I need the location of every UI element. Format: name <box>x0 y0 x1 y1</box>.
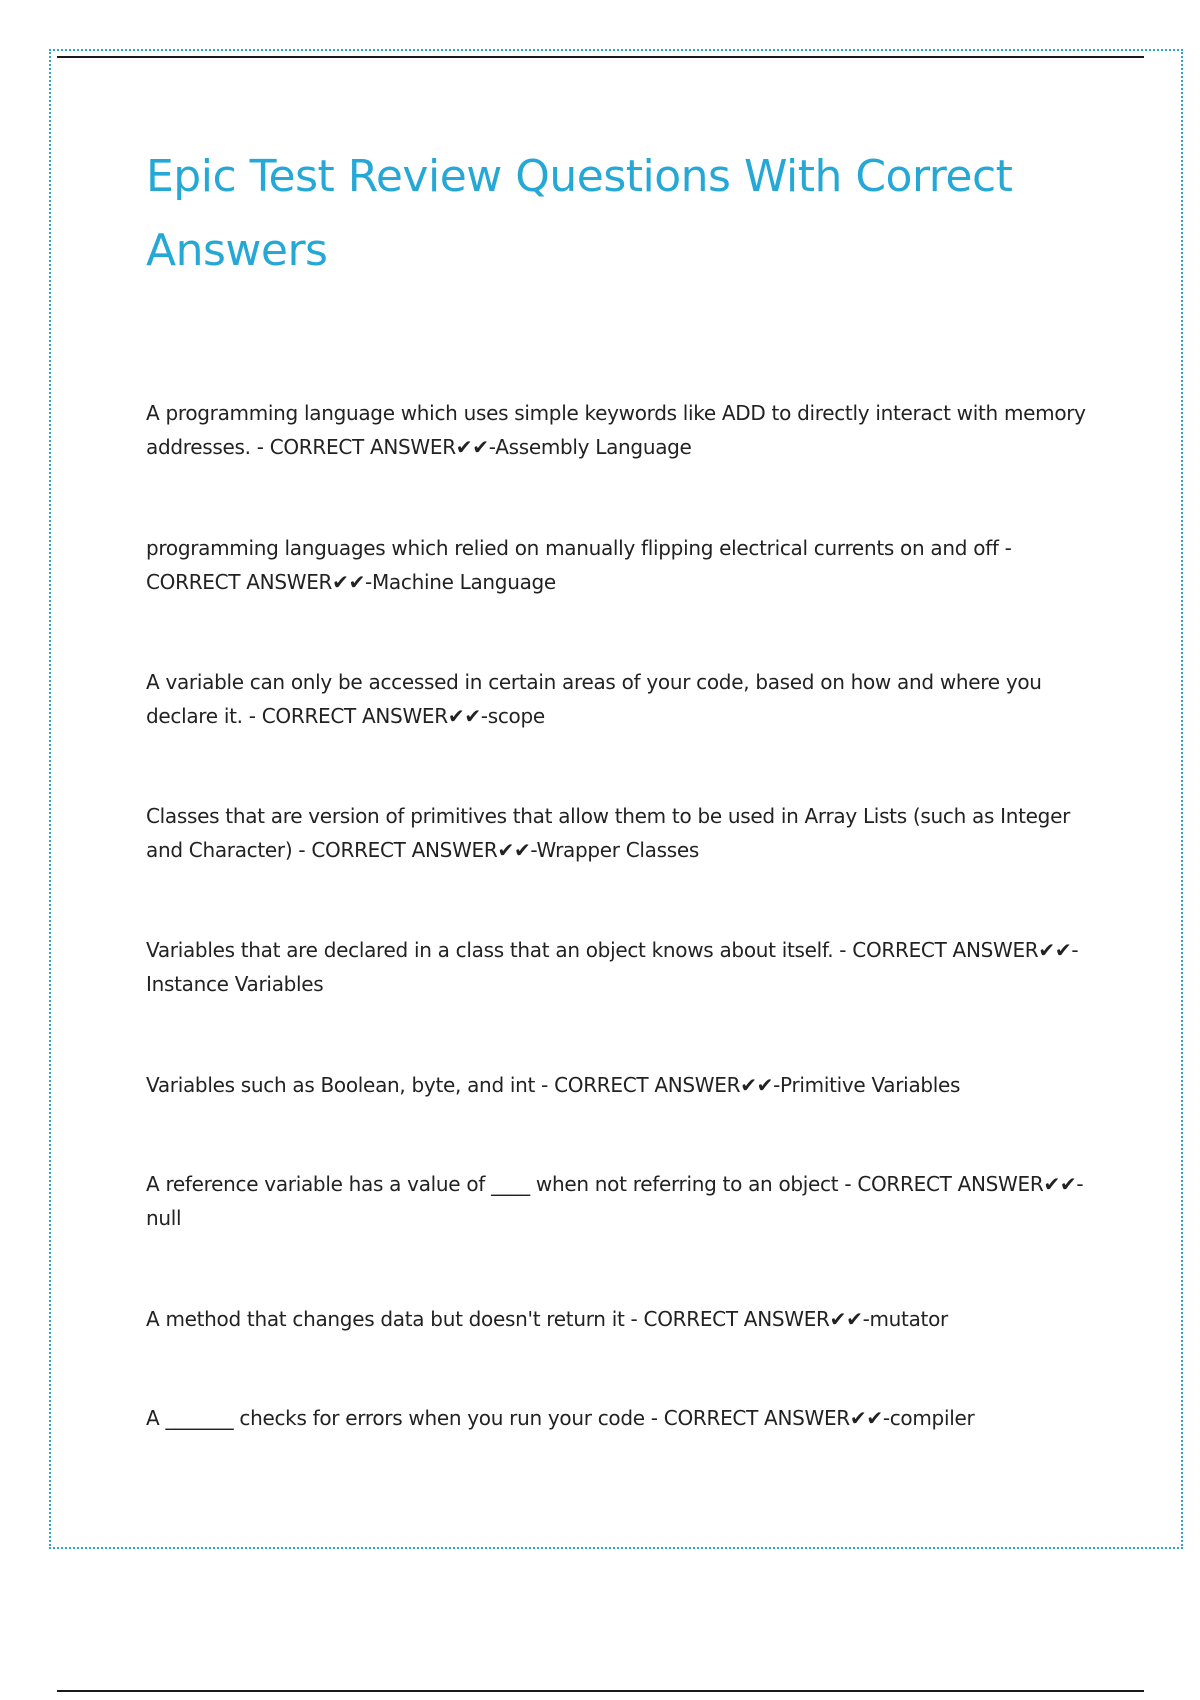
footer-rule <box>57 1690 1144 1692</box>
qa-item-4: Classes that are version of primitives that allow them to be used in Array Lists (such as Integer and Character) - CORRECT ANSWER✔✔-Wrapper Classes <box>146 804 1071 862</box>
qa-item-7: A reference variable has a value of ____ when not referring to an object - CORRECT ANSWER✔✔-null <box>146 1172 1084 1230</box>
document-title: Epic Test Review Questions With Correct Answers <box>146 151 1013 276</box>
qa-item-8: A method that changes data but doesn't return it - CORRECT ANSWER✔✔-mutator <box>146 1307 948 1331</box>
qa-item-1: A programming language which uses simple keywords like ADD to directly interact with memory addresses. - CORRECT ANSWER✔✔-Assembly Language <box>146 401 1086 459</box>
qa-item-9: A _______ checks for errors when you run your code - CORRECT ANSWER✔✔-compiler <box>146 1406 975 1430</box>
qa-item-3: A variable can only be accessed in certain areas of your code, based on how and where you declare it. - CORRECT ANSWER✔✔-scope <box>146 670 1042 728</box>
qa-item-2: programming languages which relied on manually flipping electrical currents on and off - CORRECT ANSWER✔✔-Machine Language <box>146 536 1012 594</box>
qa-item-6: Variables such as Boolean, byte, and int - CORRECT ANSWER✔✔-Primitive Variables <box>146 1073 961 1097</box>
qa-item-5: Variables that are declared in a class that an object knows about itself. - CORRECT ANSWER✔✔-Instance Variables <box>146 938 1079 996</box>
